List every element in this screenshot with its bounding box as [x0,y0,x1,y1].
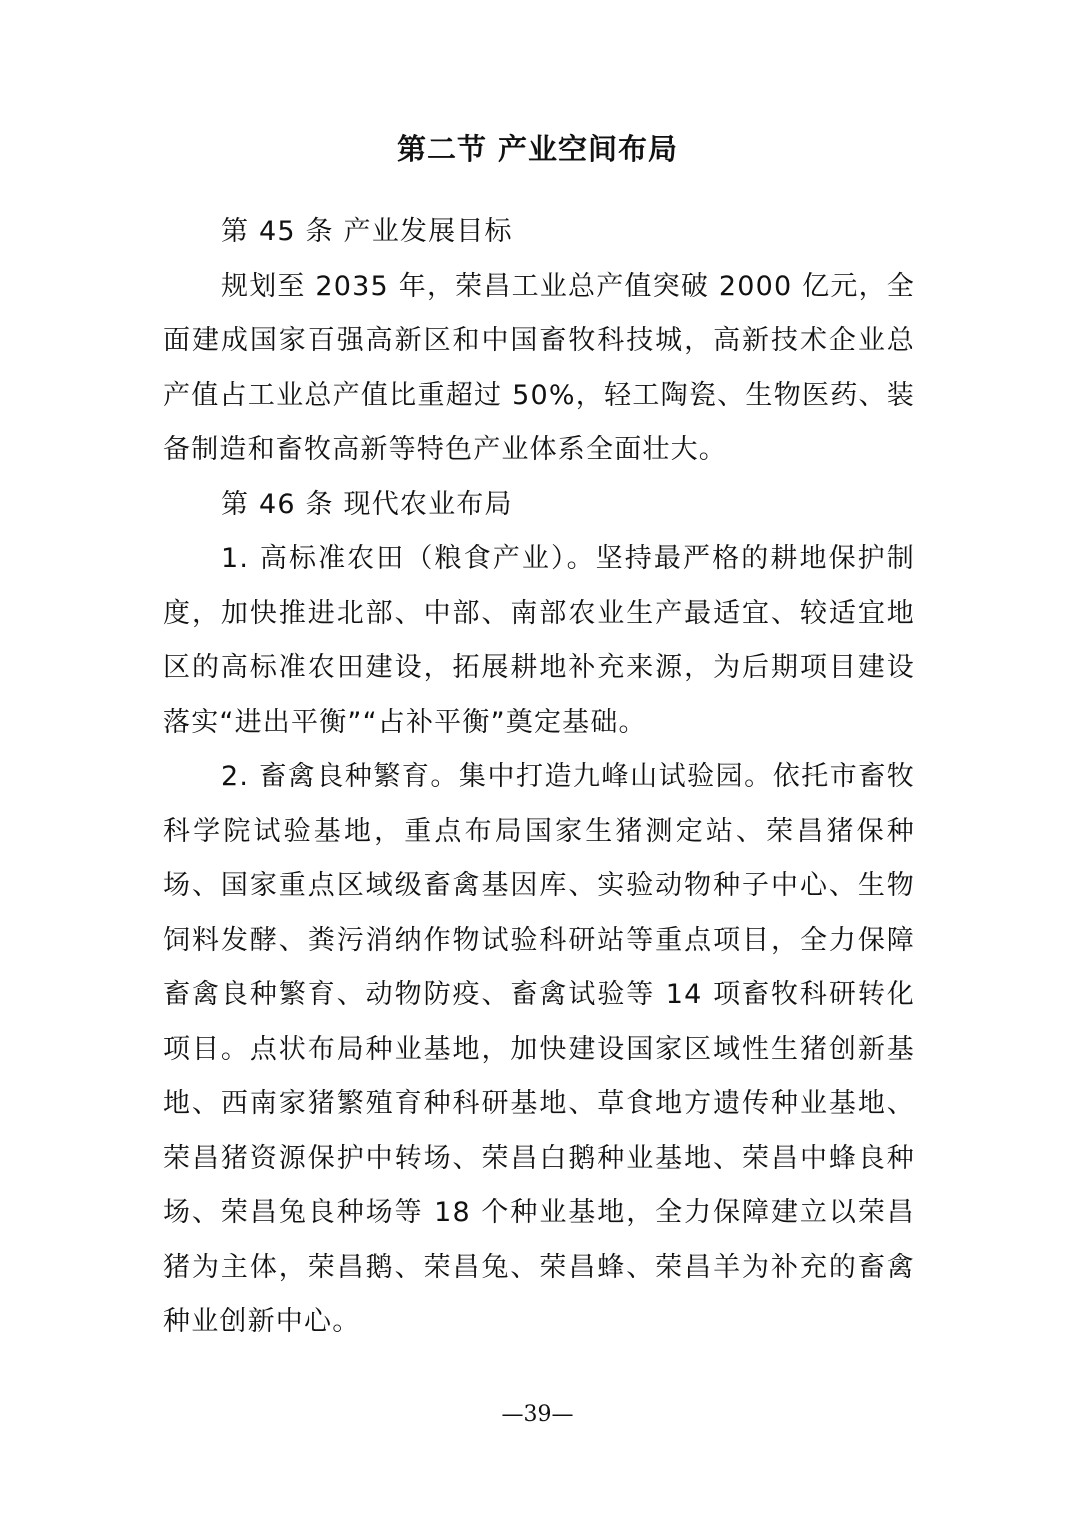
article-46-paragraph-farmland: 1. 高标准农田（粮食产业）。坚持最严格的耕地保护制度，加快推进北部、中部、南部农业生产最适宜、较适宜地区的高标准农田建设，拓展耕地补充来源，为后期项目建设落实“进出平衡”“占补平衡”奠定基础。 [163,543,915,738]
article-45-paragraph: 规划至 2035 年，荣昌工业总产值突破 2000 亿元，全面建成国家百强高新区和中国畜牧科技城，高新技术企业总产值占工业总产值比重超过 50%，轻工陶瓷、生物医药、装备制造和畜牧高新等特色产业体系全面壮大。 [163,270,915,465]
page-number: —39— [501,1402,574,1427]
article-46-paragraph-breeding: 2. 畜禽良种繁育。集中打造九峰山试验园。依托市畜牧科学院试验基地，重点布局国家生猪测定站、荣昌猪保种场、国家重点区域级畜禽基因库、实验动物种子中心、生物饲料发酵、粪污消纳作物试验科研站等重点项目，全力保障畜禽良种繁育、动物防疫、畜禽试验等 14 项畜牧科研转化项目。点状布局种业基地，加快建设国家区域性生猪创新基地、西南家猪繁殖育种科研基地、草食地方遗传种业基地、荣昌猪资源保护中转场、荣昌白鹅种业基地、荣昌中蜂良种场、荣昌兔良种场等 18 个种业基地，全力保障建立以荣昌猪为主体，荣昌鹅、荣昌兔、荣昌蜂、荣昌羊为补充的畜禽种业创新中心。 [163,761,915,1337]
section-title: 第二节 产业空间布局 [396,132,679,166]
document-body [163,205,915,1350]
article-46-heading: 第 46 条 现代农业布局 [221,488,513,520]
article-45-heading: 第 45 条 产业发展目标 [221,216,513,247]
